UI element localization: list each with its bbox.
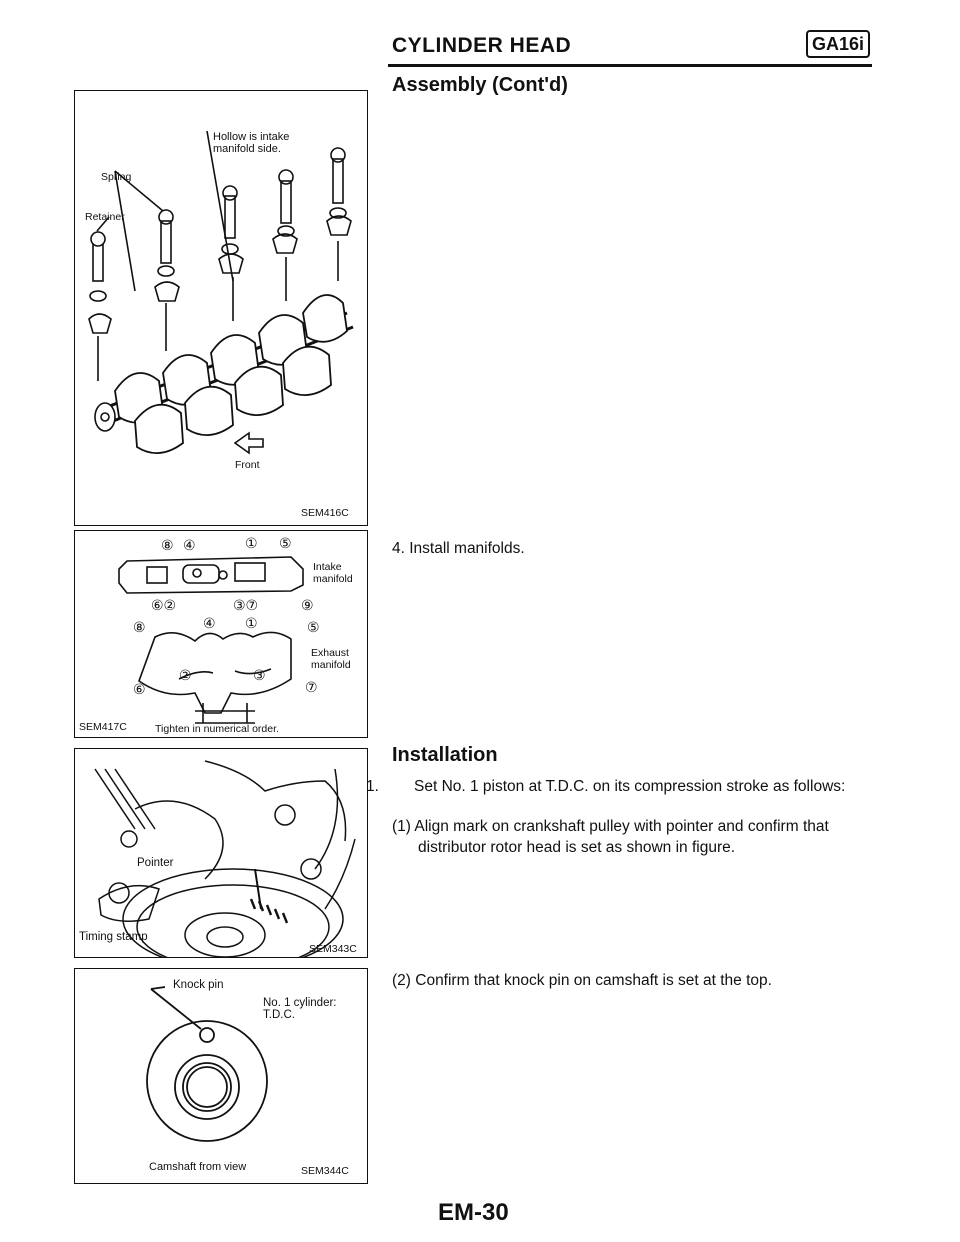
- figure-code-sem417c: SEM417C: [79, 721, 127, 733]
- page-number: EM-30: [438, 1199, 509, 1226]
- pulley-illustration: [75, 749, 368, 958]
- exhaust-num: ③: [253, 667, 266, 683]
- bolt-icon: [90, 232, 106, 301]
- intake-num-top: ⑤: [279, 535, 292, 551]
- page-subtitle: Assembly (Cont'd): [392, 74, 568, 96]
- front-arrow-icon: [235, 433, 263, 453]
- figure-code-sem343c: SEM343C: [309, 943, 357, 955]
- front-label: Front: [235, 459, 260, 471]
- installation-substep-1: (1) Align mark on crankshaft pulley with pointer and confirm that distributor rotor head is set as shown in figure.: [392, 818, 829, 856]
- figure-code-sem416c: SEM416C: [301, 507, 349, 519]
- figure-rocker-shaft: [74, 90, 368, 526]
- figure-code-sem344c: SEM344C: [301, 1165, 349, 1177]
- installation-step-1: [366, 776, 898, 797]
- step-number: 1.: [366, 778, 379, 795]
- exhaust-num: ⑤: [307, 619, 320, 635]
- figure-manifold-order: [74, 530, 368, 738]
- intake-num-top: ⑧: [161, 537, 174, 553]
- exhaust-manifold-label: Exhaust manifold: [311, 647, 351, 671]
- exhaust-num: ②: [179, 667, 192, 683]
- step-1-text: Set No. 1 piston at T.D.C. on its compression stroke as follows:: [414, 778, 846, 795]
- spring-label: Spring: [101, 171, 132, 183]
- timing-stamp-label: Timing stamp: [79, 931, 148, 943]
- pointer-label: Pointer: [137, 857, 174, 869]
- page-section-title: CYLINDER HEAD: [392, 34, 572, 57]
- header-rule: [388, 64, 872, 67]
- exhaust-num: ⑧: [133, 619, 146, 635]
- cylinder-tdc-label: No. 1 cylinder: T.D.C.: [263, 997, 337, 1021]
- intake-num-bottom: ③⑦: [233, 597, 259, 613]
- hollow-label: Hollow is intake manifold side.: [213, 131, 290, 155]
- intake-num-bottom: ⑥②: [151, 597, 177, 613]
- figure-camshaft-view: [74, 968, 368, 1184]
- engine-model-badge: GA16i: [806, 30, 870, 58]
- figure-crank-pulley: [74, 748, 368, 958]
- exhaust-num: ⑥: [133, 681, 146, 697]
- tighten-order-caption: Tighten in numerical order.: [155, 723, 279, 735]
- exhaust-num: ①: [245, 615, 258, 631]
- installation-heading: Installation: [392, 744, 498, 766]
- knock-pin-icon: [200, 1028, 214, 1042]
- intake-manifold-label: Intake manifold: [313, 561, 353, 585]
- rocker-shaft-illustration: [75, 91, 368, 526]
- installation-substep-2: (2) Confirm that knock pin on camshaft is set at the top.: [392, 972, 772, 989]
- step-install-manifolds: 4. Install manifolds.: [392, 540, 525, 557]
- exhaust-num: ⑦: [305, 679, 318, 695]
- camshaft-view-label: Camshaft from view: [149, 1161, 247, 1173]
- exhaust-num: ④: [203, 615, 216, 631]
- knock-pin-label: Knock pin: [173, 979, 224, 991]
- intake-num-top: ①: [245, 535, 258, 551]
- intake-num-top: ④: [183, 537, 196, 553]
- retainer-label: Retainer: [85, 211, 125, 223]
- intake-num-bottom: ⑨: [301, 597, 314, 613]
